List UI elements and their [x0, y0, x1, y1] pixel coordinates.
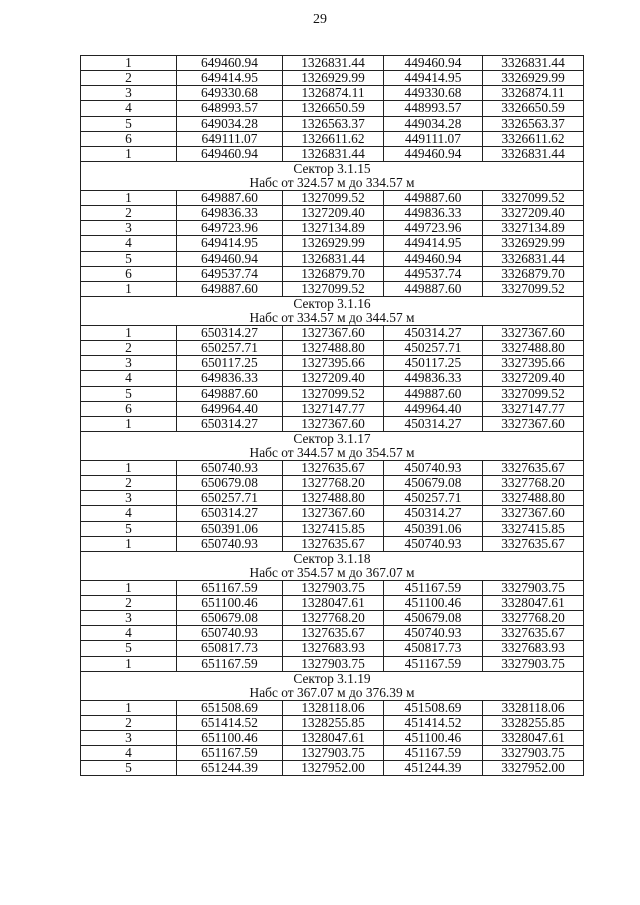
table-row — [81, 325, 584, 340]
x-local-cell: 450314.27 — [384, 325, 483, 340]
y-local-cell: 3327903.75 — [483, 746, 584, 761]
x-local-cell: 450679.08 — [384, 611, 483, 626]
y-coordinate-cell: 1327099.52 — [283, 190, 384, 205]
x-coordinate-cell: 650314.27 — [177, 325, 283, 340]
x-coordinate-cell: 651414.52 — [177, 715, 283, 730]
x-coordinate-cell: 651100.46 — [177, 595, 283, 610]
sector-header-row — [81, 161, 584, 190]
y-local-cell: 3327768.20 — [483, 611, 584, 626]
x-local-cell: 450391.06 — [384, 521, 483, 536]
point-number-cell: 5 — [81, 761, 177, 776]
y-coordinate-cell: 1327367.60 — [283, 325, 384, 340]
y-coordinate-cell: 1327768.20 — [283, 476, 384, 491]
y-coordinate-cell: 1327768.20 — [283, 611, 384, 626]
point-number-cell: 1 — [81, 460, 177, 475]
y-local-cell: 3327635.67 — [483, 626, 584, 641]
table-row — [81, 356, 584, 371]
point-number-cell: 2 — [81, 476, 177, 491]
x-coordinate-cell: 649723.96 — [177, 221, 283, 236]
y-coordinate-cell: 1327415.85 — [283, 521, 384, 536]
point-number-cell: 3 — [81, 491, 177, 506]
y-coordinate-cell: 1326831.44 — [283, 251, 384, 266]
table-row — [81, 476, 584, 491]
x-coordinate-cell: 649836.33 — [177, 371, 283, 386]
x-local-cell: 450679.08 — [384, 476, 483, 491]
y-coordinate-cell: 1327099.52 — [283, 386, 384, 401]
point-number-cell: 1 — [81, 281, 177, 296]
sector-height-range: Набс от 344.57 м до 354.57 м — [249, 444, 415, 460]
sector-title: Сектор 3.1.18 — [293, 551, 371, 566]
y-local-cell: 3326831.44 — [483, 251, 584, 266]
y-local-cell: 3327903.75 — [483, 580, 584, 595]
y-local-cell: 3326929.99 — [483, 71, 584, 86]
point-number-cell: 4 — [81, 236, 177, 251]
y-coordinate-cell: 1326563.37 — [283, 116, 384, 131]
sector-height-range: Набс от 354.57 м до 367.07 м — [249, 564, 415, 580]
y-local-cell: 3328118.06 — [483, 700, 584, 715]
x-local-cell: 449836.33 — [384, 371, 483, 386]
x-coordinate-cell: 649964.40 — [177, 401, 283, 416]
point-number-cell: 2 — [81, 341, 177, 356]
table-row — [81, 656, 584, 671]
table-row — [81, 71, 584, 86]
table-row — [81, 386, 584, 401]
point-number-cell: 2 — [81, 71, 177, 86]
y-local-cell: 3326831.44 — [483, 146, 584, 161]
x-local-cell: 449887.60 — [384, 386, 483, 401]
table-row — [81, 730, 584, 745]
table-row — [81, 595, 584, 610]
sector-header — [81, 296, 584, 325]
point-number-cell: 6 — [81, 401, 177, 416]
x-local-cell: 450740.93 — [384, 626, 483, 641]
y-coordinate-cell: 1327903.75 — [283, 580, 384, 595]
x-local-cell: 451167.59 — [384, 656, 483, 671]
x-coordinate-cell: 650391.06 — [177, 521, 283, 536]
x-local-cell: 450314.27 — [384, 506, 483, 521]
y-coordinate-cell: 1327395.66 — [283, 356, 384, 371]
point-number-cell: 1 — [81, 146, 177, 161]
y-local-cell: 3327395.66 — [483, 356, 584, 371]
x-local-cell: 450257.71 — [384, 341, 483, 356]
x-local-cell: 449723.96 — [384, 221, 483, 236]
table-row — [81, 506, 584, 521]
y-coordinate-cell: 1327099.52 — [283, 281, 384, 296]
sector-header — [81, 551, 584, 580]
point-number-cell: 1 — [81, 56, 177, 71]
sector-height-range: Набс от 334.57 м до 344.57 м — [249, 309, 415, 325]
y-coordinate-cell: 1327367.60 — [283, 416, 384, 431]
x-coordinate-cell: 650740.93 — [177, 460, 283, 475]
y-local-cell: 3327952.00 — [483, 761, 584, 776]
x-coordinate-cell: 649887.60 — [177, 386, 283, 401]
x-local-cell: 451244.39 — [384, 761, 483, 776]
sector-title: Сектор 3.1.19 — [293, 671, 371, 686]
y-local-cell: 3327367.60 — [483, 416, 584, 431]
y-coordinate-cell: 1327488.80 — [283, 491, 384, 506]
y-coordinate-cell: 1327952.00 — [283, 761, 384, 776]
sector-height-range: Набс от 324.57 м до 334.57 м — [249, 174, 415, 190]
x-coordinate-cell: 649414.95 — [177, 236, 283, 251]
point-number-cell: 3 — [81, 356, 177, 371]
y-coordinate-cell: 1327209.40 — [283, 371, 384, 386]
x-coordinate-cell: 650314.27 — [177, 416, 283, 431]
table-row — [81, 251, 584, 266]
sector-header-row — [81, 431, 584, 460]
table-row — [81, 221, 584, 236]
table-row — [81, 266, 584, 281]
y-local-cell: 3328047.61 — [483, 730, 584, 745]
y-coordinate-cell: 1327683.93 — [283, 641, 384, 656]
y-coordinate-cell: 1326879.70 — [283, 266, 384, 281]
x-local-cell: 451414.52 — [384, 715, 483, 730]
y-coordinate-cell: 1328118.06 — [283, 700, 384, 715]
y-coordinate-cell: 1328047.61 — [283, 730, 384, 745]
y-coordinate-cell: 1326650.59 — [283, 101, 384, 116]
table-row — [81, 521, 584, 536]
x-local-cell: 450314.27 — [384, 416, 483, 431]
x-local-cell: 450740.93 — [384, 536, 483, 551]
y-local-cell: 3327635.67 — [483, 536, 584, 551]
table-row — [81, 341, 584, 356]
y-local-cell: 3326879.70 — [483, 266, 584, 281]
x-coordinate-cell: 650817.73 — [177, 641, 283, 656]
y-coordinate-cell: 1327134.89 — [283, 221, 384, 236]
table-row — [81, 371, 584, 386]
x-coordinate-cell: 651167.59 — [177, 656, 283, 671]
x-local-cell: 450740.93 — [384, 460, 483, 475]
sector-header — [81, 161, 584, 190]
y-coordinate-cell: 1326874.11 — [283, 86, 384, 101]
y-coordinate-cell: 1326929.99 — [283, 71, 384, 86]
point-number-cell: 3 — [81, 221, 177, 236]
x-local-cell: 449034.28 — [384, 116, 483, 131]
point-number-cell: 5 — [81, 386, 177, 401]
point-number-cell: 1 — [81, 656, 177, 671]
x-local-cell: 449887.60 — [384, 281, 483, 296]
coordinates-table-body — [81, 56, 584, 776]
x-coordinate-cell: 650740.93 — [177, 536, 283, 551]
x-coordinate-cell: 649414.95 — [177, 71, 283, 86]
table-row — [81, 626, 584, 641]
sector-title: Сектор 3.1.15 — [293, 161, 371, 176]
x-local-cell: 451100.46 — [384, 730, 483, 745]
y-local-cell: 3326874.11 — [483, 86, 584, 101]
x-local-cell: 449836.33 — [384, 206, 483, 221]
y-coordinate-cell: 1327367.60 — [283, 506, 384, 521]
x-coordinate-cell: 651508.69 — [177, 700, 283, 715]
y-local-cell: 3326611.62 — [483, 131, 584, 146]
x-local-cell: 448993.57 — [384, 101, 483, 116]
y-local-cell: 3327367.60 — [483, 325, 584, 340]
point-number-cell: 4 — [81, 371, 177, 386]
y-coordinate-cell: 1327635.67 — [283, 626, 384, 641]
point-number-cell: 6 — [81, 131, 177, 146]
point-number-cell: 1 — [81, 580, 177, 595]
y-local-cell: 3327903.75 — [483, 656, 584, 671]
point-number-cell: 4 — [81, 101, 177, 116]
table-row — [81, 761, 584, 776]
x-local-cell: 450117.25 — [384, 356, 483, 371]
y-local-cell: 3327488.80 — [483, 491, 584, 506]
x-coordinate-cell: 650679.08 — [177, 476, 283, 491]
point-number-cell: 3 — [81, 611, 177, 626]
x-local-cell: 449460.94 — [384, 56, 483, 71]
point-number-cell: 3 — [81, 730, 177, 745]
x-local-cell: 449414.95 — [384, 71, 483, 86]
x-local-cell: 451167.59 — [384, 746, 483, 761]
table-row — [81, 56, 584, 71]
y-local-cell: 3328047.61 — [483, 595, 584, 610]
x-coordinate-cell: 650257.71 — [177, 491, 283, 506]
y-coordinate-cell: 1327635.67 — [283, 536, 384, 551]
table-row — [81, 401, 584, 416]
table-row — [81, 116, 584, 131]
x-coordinate-cell: 649330.68 — [177, 86, 283, 101]
x-coordinate-cell: 649034.28 — [177, 116, 283, 131]
point-number-cell: 2 — [81, 715, 177, 730]
point-number-cell: 6 — [81, 266, 177, 281]
table-row — [81, 86, 584, 101]
table-row — [81, 236, 584, 251]
x-coordinate-cell: 650117.25 — [177, 356, 283, 371]
x-local-cell: 451167.59 — [384, 580, 483, 595]
y-local-cell: 3326650.59 — [483, 101, 584, 116]
x-coordinate-cell: 651167.59 — [177, 580, 283, 595]
x-coordinate-cell: 650257.71 — [177, 341, 283, 356]
point-number-cell: 1 — [81, 536, 177, 551]
table-row — [81, 536, 584, 551]
point-number-cell: 3 — [81, 86, 177, 101]
table-row — [81, 460, 584, 475]
sector-header-row — [81, 296, 584, 325]
y-local-cell: 3328255.85 — [483, 715, 584, 730]
table-row — [81, 641, 584, 656]
x-local-cell: 451508.69 — [384, 700, 483, 715]
x-coordinate-cell: 649111.07 — [177, 131, 283, 146]
point-number-cell: 4 — [81, 626, 177, 641]
sector-header — [81, 671, 584, 700]
x-local-cell: 449460.94 — [384, 146, 483, 161]
x-coordinate-cell: 649887.60 — [177, 281, 283, 296]
x-coordinate-cell: 649460.94 — [177, 251, 283, 266]
point-number-cell: 1 — [81, 325, 177, 340]
point-number-cell: 5 — [81, 521, 177, 536]
coordinates-table — [80, 55, 584, 776]
x-local-cell: 449964.40 — [384, 401, 483, 416]
table-row — [81, 580, 584, 595]
x-coordinate-cell: 650679.08 — [177, 611, 283, 626]
x-local-cell: 449537.74 — [384, 266, 483, 281]
table-row — [81, 101, 584, 116]
y-coordinate-cell: 1327903.75 — [283, 656, 384, 671]
point-number-cell: 5 — [81, 641, 177, 656]
y-local-cell: 3327209.40 — [483, 206, 584, 221]
y-coordinate-cell: 1327147.77 — [283, 401, 384, 416]
point-number-cell: 1 — [81, 190, 177, 205]
point-number-cell: 4 — [81, 746, 177, 761]
y-coordinate-cell: 1328047.61 — [283, 595, 384, 610]
x-coordinate-cell: 651100.46 — [177, 730, 283, 745]
point-number-cell: 5 — [81, 116, 177, 131]
y-coordinate-cell: 1327635.67 — [283, 460, 384, 475]
y-local-cell: 3326831.44 — [483, 56, 584, 71]
x-coordinate-cell: 650740.93 — [177, 626, 283, 641]
table-row — [81, 281, 584, 296]
y-coordinate-cell: 1326831.44 — [283, 56, 384, 71]
y-local-cell: 3327099.52 — [483, 281, 584, 296]
y-local-cell: 3327635.67 — [483, 460, 584, 475]
y-local-cell: 3327488.80 — [483, 341, 584, 356]
y-coordinate-cell: 1326611.62 — [283, 131, 384, 146]
sector-height-range: Набс от 367.07 м до 376.39 м — [249, 684, 415, 700]
table-row — [81, 715, 584, 730]
y-local-cell: 3327415.85 — [483, 521, 584, 536]
x-coordinate-cell: 648993.57 — [177, 101, 283, 116]
point-number-cell: 1 — [81, 700, 177, 715]
point-number-cell: 2 — [81, 595, 177, 610]
table-row — [81, 611, 584, 626]
x-coordinate-cell: 651167.59 — [177, 746, 283, 761]
y-local-cell: 3327768.20 — [483, 476, 584, 491]
x-local-cell: 449111.07 — [384, 131, 483, 146]
page-number: 29 — [313, 12, 327, 27]
point-number-cell: 2 — [81, 206, 177, 221]
y-coordinate-cell: 1328255.85 — [283, 715, 384, 730]
x-local-cell: 449414.95 — [384, 236, 483, 251]
x-local-cell: 451100.46 — [384, 595, 483, 610]
y-local-cell: 3327683.93 — [483, 641, 584, 656]
y-local-cell: 3326929.99 — [483, 236, 584, 251]
x-coordinate-cell: 649887.60 — [177, 190, 283, 205]
y-local-cell: 3327099.52 — [483, 190, 584, 205]
x-local-cell: 449330.68 — [384, 86, 483, 101]
y-local-cell: 3327367.60 — [483, 506, 584, 521]
table-row — [81, 491, 584, 506]
sector-header — [81, 431, 584, 460]
table-row — [81, 206, 584, 221]
x-local-cell: 449887.60 — [384, 190, 483, 205]
x-local-cell: 450817.73 — [384, 641, 483, 656]
x-coordinate-cell: 650314.27 — [177, 506, 283, 521]
y-coordinate-cell: 1326831.44 — [283, 146, 384, 161]
y-coordinate-cell: 1327488.80 — [283, 341, 384, 356]
y-coordinate-cell: 1326929.99 — [283, 236, 384, 251]
x-coordinate-cell: 651244.39 — [177, 761, 283, 776]
x-coordinate-cell: 649460.94 — [177, 56, 283, 71]
y-coordinate-cell: 1327209.40 — [283, 206, 384, 221]
x-coordinate-cell: 649836.33 — [177, 206, 283, 221]
point-number-cell: 1 — [81, 416, 177, 431]
x-local-cell: 449460.94 — [384, 251, 483, 266]
table-row — [81, 416, 584, 431]
sector-title: Сектор 3.1.16 — [293, 296, 371, 311]
y-local-cell: 3327209.40 — [483, 371, 584, 386]
table-row — [81, 131, 584, 146]
point-number-cell: 4 — [81, 506, 177, 521]
y-local-cell: 3327134.89 — [483, 221, 584, 236]
y-coordinate-cell: 1327903.75 — [283, 746, 384, 761]
sector-title: Сектор 3.1.17 — [293, 431, 371, 446]
table-row — [81, 146, 584, 161]
table-row — [81, 746, 584, 761]
x-coordinate-cell: 649537.74 — [177, 266, 283, 281]
point-number-cell: 5 — [81, 251, 177, 266]
y-local-cell: 3327147.77 — [483, 401, 584, 416]
y-local-cell: 3326563.37 — [483, 116, 584, 131]
y-local-cell: 3327099.52 — [483, 386, 584, 401]
sector-header-row — [81, 551, 584, 580]
sector-header-row — [81, 671, 584, 700]
table-row — [81, 700, 584, 715]
table-row — [81, 190, 584, 205]
x-local-cell: 450257.71 — [384, 491, 483, 506]
x-coordinate-cell: 649460.94 — [177, 146, 283, 161]
